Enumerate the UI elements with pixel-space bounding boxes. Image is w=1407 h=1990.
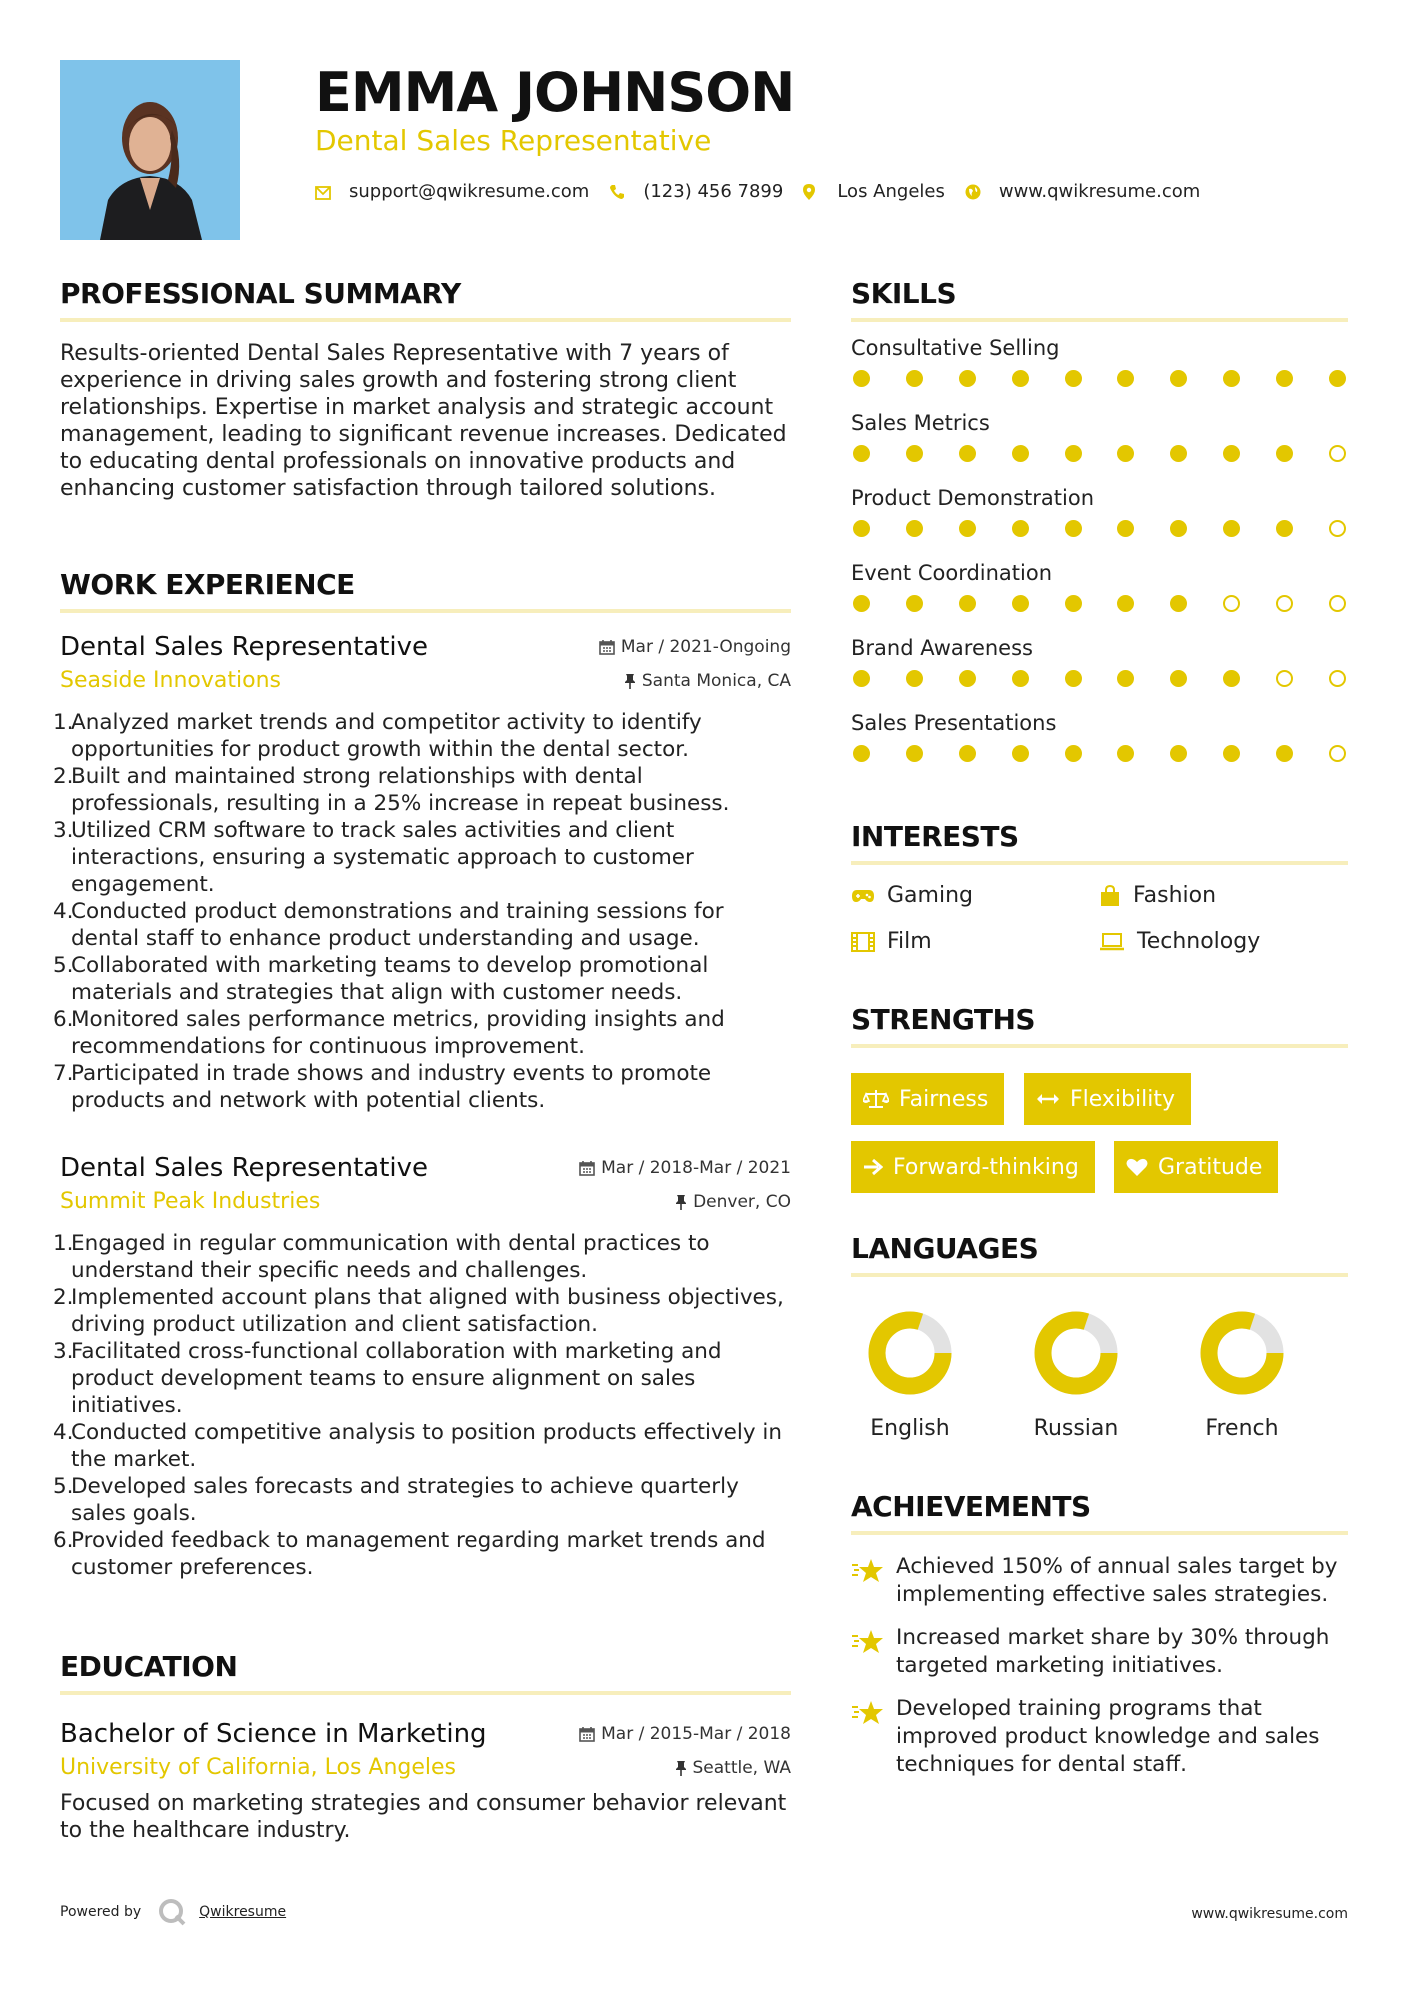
footer-brand-link[interactable]: Qwikresume [199, 1904, 287, 1920]
language-item [1187, 1308, 1297, 1441]
rating-dot-filled [959, 595, 976, 612]
interest-gaming [851, 883, 973, 908]
skill-item [851, 411, 1348, 462]
rating-dot-filled [1223, 520, 1240, 537]
rating-dot-filled [853, 520, 870, 537]
rating-dot-filled [1065, 745, 1082, 762]
rating-dot-filled [1329, 370, 1346, 387]
pushpin-icon [675, 1760, 687, 1776]
rating-dot-filled [1117, 370, 1134, 387]
rating-dot-filled [1117, 445, 1134, 462]
achievement-item [851, 1624, 1348, 1680]
candidate-name: EMMA JOHNSON [315, 61, 795, 124]
gamepad-icon [851, 888, 875, 904]
strength-badge [1024, 1073, 1191, 1125]
job-location-text: Santa Monica, CA [641, 670, 791, 691]
job-dates [599, 637, 791, 657]
rating-dot-empty [1329, 520, 1346, 537]
section-divider [851, 1273, 1348, 1277]
film-icon [851, 932, 875, 952]
education-dates [579, 1724, 791, 1744]
list-item: 2. Built and maintained strong relationships with dental professionals, resulting in a 25% increase in repeat business. [53, 764, 730, 816]
rating-dot-empty [1276, 670, 1293, 687]
rating-dot-filled [1065, 595, 1082, 612]
contact-phone[interactable]: (123) 456 7899 [643, 181, 784, 202]
rating-dot-filled [906, 745, 923, 762]
calendar-icon [599, 639, 615, 655]
rating-dot-filled [1223, 670, 1240, 687]
list-item: 6. Provided feedback to management regarding market trends and customer preferences. [53, 1528, 766, 1580]
list-item: 7. Participated in trade shows and industry events to promote products and network with potential clients. [53, 1061, 712, 1113]
list-item: 3. Utilized CRM software to track sales activities and client interactions, ensuring a systematic approach to customer engagement. [53, 818, 694, 897]
language-proficiency-ring [1031, 1308, 1121, 1398]
job-location [624, 671, 791, 691]
skill-name: Sales Presentations [851, 711, 1057, 735]
strength-label: Flexibility [1070, 1086, 1175, 1112]
school-name: University of California, Los Angeles [60, 1755, 457, 1780]
skill-item [851, 486, 1348, 537]
skill-rating [851, 670, 1348, 687]
rating-dot-filled [906, 445, 923, 462]
language-proficiency-ring [1197, 1308, 1287, 1398]
shopping-bag-icon [1099, 885, 1121, 907]
list-item: 5. Developed sales forecasts and strategies to achieve quarterly sales goals. [53, 1474, 739, 1526]
section-divider [851, 318, 1348, 322]
achievement-item [851, 1553, 1348, 1609]
rating-dot-filled [906, 670, 923, 687]
rating-dot-filled [1012, 595, 1029, 612]
envelope-icon [315, 184, 331, 200]
summary-heading: PROFESSIONAL SUMMARY [60, 277, 461, 310]
language-proficiency-ring [865, 1308, 955, 1398]
rating-dot-filled [959, 670, 976, 687]
job-location [675, 1192, 791, 1212]
rating-dot-filled [1012, 745, 1029, 762]
rating-dot-filled [1012, 445, 1029, 462]
job-bullets [53, 1230, 791, 1581]
strength-label: Gratitude [1158, 1154, 1263, 1180]
section-divider [60, 609, 791, 613]
list-item: 6. Monitored sales performance metrics, providing insights and recommendations for continuous improvement. [53, 1007, 725, 1059]
language-name: Russian [1033, 1416, 1119, 1441]
rating-dot-filled [906, 370, 923, 387]
list-item: 4. Conducted competitive analysis to position products effectively in the market. [53, 1420, 783, 1472]
education-description: Focused on marketing strategies and consumer behavior relevant to the healthcare industry. [60, 1791, 787, 1843]
education-section [60, 1650, 791, 1844]
contact-bar [315, 181, 1220, 202]
skills-section [851, 277, 1348, 786]
rating-dot-filled [1223, 445, 1240, 462]
skill-item [851, 336, 1348, 387]
job-title: Dental Sales Representative [60, 1153, 429, 1183]
rating-dot-filled [853, 745, 870, 762]
skill-name: Sales Metrics [851, 411, 990, 435]
list-item: 1. Engaged in regular communication with dental practices to understand their specific needs and challenges. [53, 1231, 710, 1283]
rating-dot-filled [853, 595, 870, 612]
rating-dot-empty [1223, 595, 1240, 612]
list-item: 3. Facilitated cross-functional collaboration with marketing and product development teams to ensure alignment on sales initiatives. [53, 1339, 722, 1418]
interests-heading: INTERESTS [851, 820, 1019, 853]
rating-dot-filled [1170, 445, 1187, 462]
interest-label: Fashion [1133, 883, 1217, 908]
rating-dot-empty [1329, 670, 1346, 687]
profile-photo [60, 60, 240, 240]
interest-label: Technology [1137, 929, 1261, 954]
rating-dot-empty [1329, 595, 1346, 612]
rating-dot-filled [1065, 445, 1082, 462]
job-entry [53, 1153, 791, 1581]
arrows-horizontal-icon [1036, 1092, 1060, 1106]
education-location [675, 1758, 792, 1778]
skill-rating [851, 520, 1348, 537]
heart-icon [1126, 1157, 1148, 1177]
rating-dot-empty [1276, 595, 1293, 612]
skill-rating [851, 595, 1348, 612]
rating-dot-filled [1065, 670, 1082, 687]
strength-badge [851, 1073, 1004, 1125]
interests-section [851, 820, 1348, 865]
skill-rating [851, 370, 1348, 387]
skills-heading: SKILLS [851, 277, 957, 310]
degree-title: Bachelor of Science in Marketing [60, 1719, 487, 1749]
achievements-section [851, 1490, 1348, 1535]
calendar-icon [579, 1726, 595, 1742]
achievement-text: Developed training programs that improved product knowledge and sales techniques for dental staff. [896, 1696, 1320, 1777]
rating-dot-filled [1170, 370, 1187, 387]
rating-dot-filled [1065, 370, 1082, 387]
skill-name: Consultative Selling [851, 336, 1060, 360]
skill-rating [851, 745, 1348, 762]
interest-film [851, 929, 932, 954]
job-title: Dental Sales Representative [60, 632, 429, 662]
education-dates-text: Mar / 2015-Mar / 2018 [601, 1724, 791, 1744]
summary-section [60, 277, 791, 502]
interest-technology [1099, 929, 1260, 954]
interest-fashion [1099, 883, 1216, 908]
rating-dot-filled [1170, 745, 1187, 762]
pushpin-icon [675, 1194, 687, 1210]
job-bullets [53, 709, 791, 1114]
language-name: English [870, 1416, 950, 1441]
qwikresume-logo-icon [157, 1897, 187, 1927]
rating-dot-filled [1012, 370, 1029, 387]
job-company: Seaside Innovations [60, 668, 281, 693]
section-divider [60, 318, 791, 322]
job-dates [579, 1158, 791, 1178]
list-item: 2. Implemented account plans that aligned with business objectives, driving product utilization and client satisfaction. [53, 1285, 784, 1337]
pushpin-icon [624, 673, 636, 689]
rating-dot-filled [1276, 520, 1293, 537]
rating-dot-filled [1012, 670, 1029, 687]
job-location-text: Denver, CO [693, 1191, 791, 1212]
achievement-text: Increased market share by 30% through targeted marketing initiatives. [896, 1625, 1330, 1678]
rating-dot-filled [1223, 745, 1240, 762]
achievements-heading: ACHIEVEMENTS [851, 1490, 1091, 1523]
strength-badge [851, 1141, 1095, 1193]
strength-label: Forward-thinking [893, 1154, 1079, 1180]
interest-label: Film [887, 929, 932, 954]
candidate-title: Dental Sales Representative [315, 124, 712, 157]
rating-dot-filled [959, 370, 976, 387]
star-icon [851, 1695, 896, 1779]
language-item [1021, 1308, 1131, 1441]
rating-dot-filled [1117, 670, 1134, 687]
skill-name: Event Coordination [851, 561, 1053, 585]
rating-dot-empty [1329, 745, 1346, 762]
rating-dot-filled [1117, 745, 1134, 762]
footer-powered-by [60, 1897, 286, 1927]
skill-name: Product Demonstration [851, 486, 1095, 510]
strength-badge [1114, 1141, 1278, 1193]
star-icon [851, 1624, 896, 1680]
job-company: Summit Peak Industries [60, 1189, 321, 1214]
section-divider [851, 1044, 1348, 1048]
rating-dot-filled [959, 745, 976, 762]
skill-name: Brand Awareness [851, 636, 1033, 660]
star-icon [851, 1553, 896, 1609]
contact-location: Los Angeles [837, 181, 945, 202]
achievement-text: Achieved 150% of annual sales target by implementing effective sales strategies. [896, 1554, 1338, 1607]
skill-item [851, 636, 1348, 687]
rating-dot-filled [1276, 370, 1293, 387]
skill-item [851, 711, 1348, 762]
globe-icon [965, 184, 981, 200]
contact-website[interactable]: www.qwikresume.com [998, 181, 1201, 202]
rating-dot-filled [1276, 445, 1293, 462]
footer-website[interactable]: www.qwikresume.com [1191, 1906, 1348, 1922]
rating-dot-filled [1170, 670, 1187, 687]
rating-dot-filled [853, 445, 870, 462]
list-item: 5. Collaborated with marketing teams to develop promotional materials and strategies that align with customer needs. [53, 953, 709, 1005]
rating-dot-filled [1012, 520, 1029, 537]
strengths-section [851, 1003, 1348, 1048]
list-item: 1. Analyzed market trends and competitor activity to identify opportunities for product growth within the dental sector. [53, 710, 702, 762]
rating-dot-filled [906, 520, 923, 537]
phone-icon [609, 184, 625, 200]
rating-dot-filled [1065, 520, 1082, 537]
rating-dot-filled [1223, 370, 1240, 387]
arrow-right-icon [863, 1158, 883, 1176]
job-dates-text: Mar / 2018-Mar / 2021 [601, 1158, 791, 1178]
rating-dot-filled [1117, 520, 1134, 537]
strength-label: Fairness [899, 1086, 989, 1112]
language-item [855, 1308, 965, 1441]
list-item: 4. Conducted product demonstrations and training sessions for dental staff to enhance product understanding and usage. [53, 899, 724, 951]
powered-by-label: Powered by [60, 1904, 142, 1920]
strengths-heading: STRENGTHS [851, 1003, 1036, 1036]
languages-heading: LANGUAGES [851, 1232, 1039, 1265]
interest-label: Gaming [887, 883, 973, 908]
rating-dot-filled [959, 445, 976, 462]
section-divider [851, 861, 1348, 865]
map-marker-icon [803, 184, 819, 200]
skills-list [851, 336, 1348, 762]
rating-dot-filled [1170, 520, 1187, 537]
rating-dot-filled [1170, 595, 1187, 612]
skill-rating [851, 445, 1348, 462]
rating-dot-filled [959, 520, 976, 537]
laptop-icon [1099, 933, 1125, 951]
rating-dot-filled [906, 595, 923, 612]
skill-item [851, 561, 1348, 612]
section-divider [60, 1691, 791, 1695]
experience-section [60, 568, 791, 613]
contact-email[interactable]: support@qwikresume.com [349, 181, 590, 202]
rating-dot-filled [853, 670, 870, 687]
experience-heading: WORK EXPERIENCE [60, 568, 355, 601]
languages-section [851, 1232, 1348, 1277]
section-divider [851, 1531, 1348, 1535]
job-dates-text: Mar / 2021-Ongoing [620, 637, 791, 657]
calendar-icon [579, 1160, 595, 1176]
rating-dot-filled [1117, 595, 1134, 612]
rating-dot-filled [853, 370, 870, 387]
language-name: French [1205, 1416, 1279, 1441]
rating-dot-filled [1276, 745, 1293, 762]
education-heading: EDUCATION [60, 1650, 238, 1683]
job-entry [53, 632, 791, 1114]
education-location-text: Seattle, WA [692, 1757, 791, 1778]
summary-text: Results-oriented Dental Sales Representative with 7 years of experience in driving sales growth and fostering strong client relationships. Expertise in market analysis and strategic account management, leading to significant revenue increases. Dedicated to educating dental professionals on innovative products and enhancing customer satisfaction through tailored solutions. [60, 341, 787, 501]
balance-scale-icon [863, 1088, 889, 1110]
rating-dot-empty [1329, 445, 1346, 462]
achievement-item [851, 1695, 1348, 1779]
